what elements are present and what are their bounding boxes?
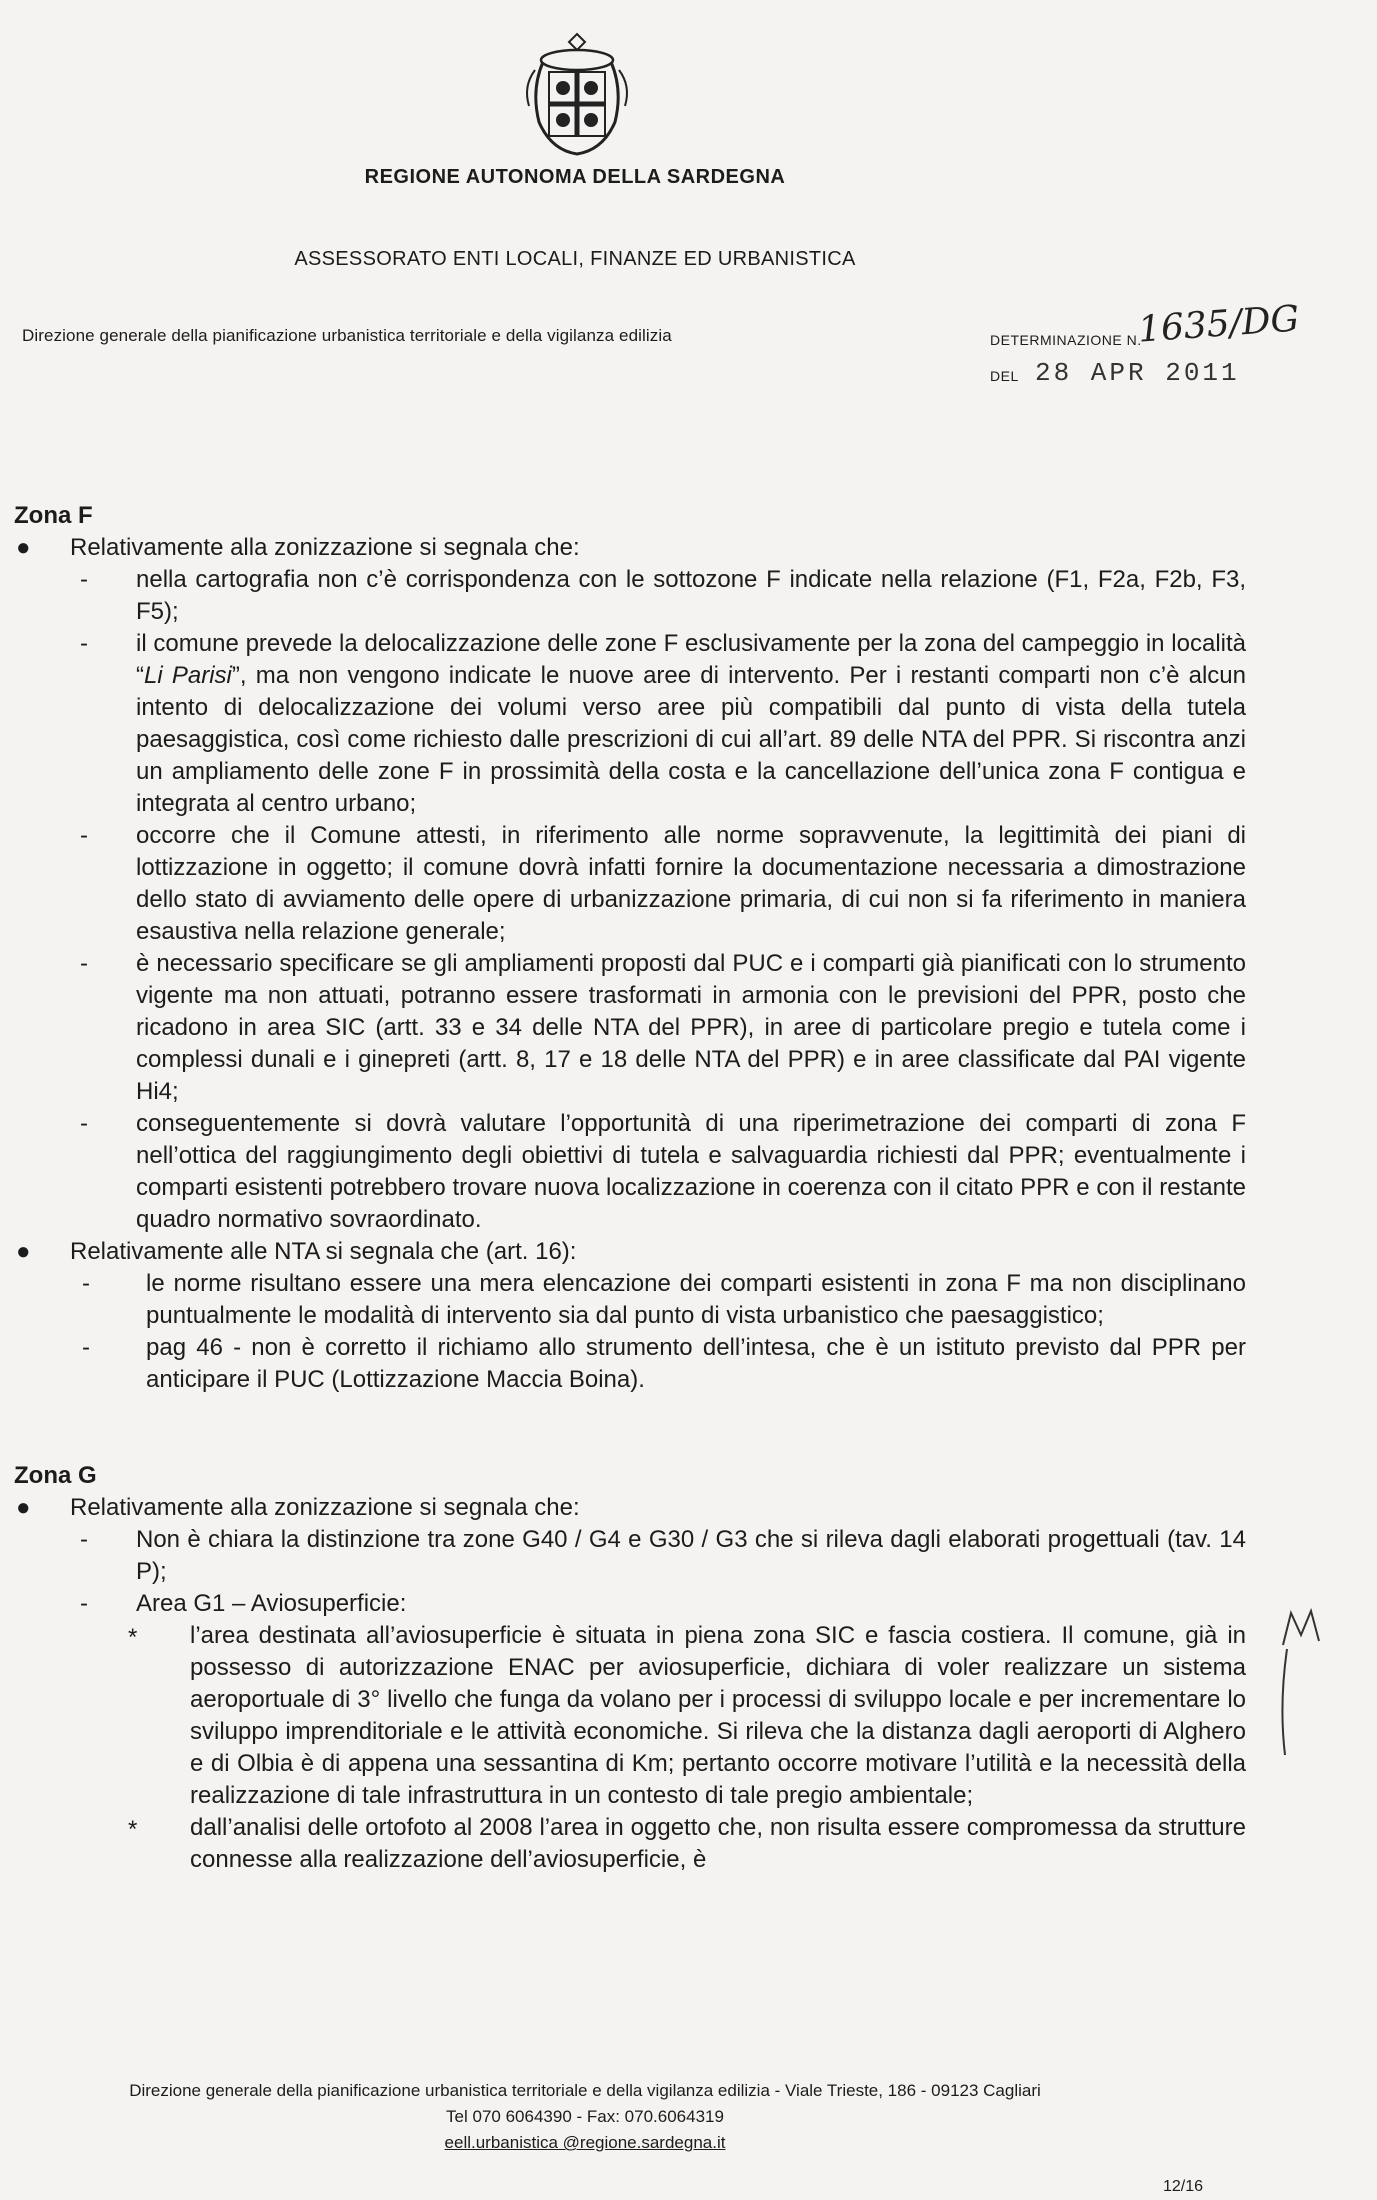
zona-f-title: Zona F [14, 502, 93, 529]
list-item [14, 1812, 1246, 1876]
asterisk-icon: * [128, 1624, 138, 1651]
bullet-text: Relativamente alle NTA si segnala che (art. 16): [70, 1238, 577, 1265]
list-item [14, 948, 1246, 1108]
bullet-text: Relativamente alla zonizzazione si segnala che: [70, 534, 580, 561]
bullet-text: Relativamente alla zonizzazione si segnala che: [70, 1494, 580, 1521]
item-text: l’area destinata all’aviosuperficie è situata in piena zona SIC e fascia costiera. Il comune, già in possesso di autorizzazione ENAC per aviosuperficie, dichiara di voler realizzare un sistema aeroportuale di 3° livello che funga da volano per i processi di sviluppo locale e per incrementare lo sviluppo imprenditoriale e le attività economiche. Si rileva che la distanza dagli aeroporti di Alghero e di Olbia è di appena una sessantina di Km; pertanto occorre motivare l’utilità e la necessità della realizzazione di tale infrastruttura in un contesto di tale pregio ambientale; [190, 1622, 1246, 1809]
zona-g-title: Zona G [14, 1462, 97, 1489]
dash-icon: - [80, 1110, 88, 1137]
footer [0, 2078, 1170, 2156]
item-text: conseguentemente si dovrà valutare l’opportunità di una riperimetrazione dei comparti di zona F nell’ottica del raggiungimento degli obiettivi di tutela e salvaguardia richiesti dal PPR; eventualmente i comparti esistenti potrebbero trovare nuova localizzazione in coerenza con il citato PPR e con il restante quadro normativo sovraordinato. [136, 1110, 1246, 1233]
dash-icon: - [80, 1526, 88, 1553]
item-text: le norme risultano essere una mera elencazione dei comparti esistenti in zona F ma non disciplinano puntualmente le modalità di intervento sia dal punto di vista urbanistico che paesaggistico; [146, 1270, 1246, 1329]
dash-icon: - [82, 1270, 90, 1297]
list-item [14, 820, 1246, 948]
list-item [14, 1492, 1246, 1524]
region-crest-logo [517, 30, 637, 158]
region-title: REGIONE AUTONOMA DELLA SARDEGNA [364, 166, 786, 188]
assessorato-title: ASSESSORATO ENTI LOCALI, FINANZE ED URBANISTICA [294, 248, 856, 270]
dash-icon: - [80, 822, 88, 849]
list-item [14, 564, 1246, 628]
item-text: è necessario specificare se gli ampliamenti proposti dal PUC e i comparti già pianificati con lo strumento vigente ma non attuati, potranno essere trasformati in armonia con le previsioni del PPR, posto che ricadono in area SIC (artt. 33 e 34 delle NTA del PPR), in aree di particolare pregio e tutela come i complessi dunali e i ginepreti (artt. 8, 17 e 18 delle NTA del PPR) e in aree classificate dal PAI vigente Hi4; [136, 950, 1246, 1105]
list-item [14, 1236, 1246, 1268]
dash-icon: - [80, 950, 88, 977]
dash-icon: - [80, 630, 88, 657]
footer-address: Direzione generale della pianificazione urbanistica territoriale e della vigilanza edilizia - Viale Trieste, 186 - 09123 Cagliari [129, 2081, 1041, 2100]
list-item [14, 1588, 1246, 1620]
dash-icon: - [82, 1334, 90, 1361]
determinazione-number: 1635/DG [1136, 298, 1301, 351]
item-text: il comune prevede la delocalizzazione delle zone F esclusivamente per la zona del campeggio in località “Li Parisi”, ma non vengono indicate le nuove aree di intervento. Per i restanti comparti non c’è alcun intento di delocalizzazione dei volumi verso aree più compatibili dal punto di vista della tutela paesaggistica, così come richiesto dalle prescrizioni di cui all’art. 89 delle NTA del PPR. Si riscontra anzi un ampliamento delle zone F in prossimità della costa e la cancellazione dell’unica zona F contigua e integrata al centro urbano; [136, 630, 1246, 817]
item-text: pag 46 - non è corretto il richiamo allo strumento dell’intesa, che è un istituto previsto dal PPR per anticipare il PUC (Lottizzazione Maccia Boina). [146, 1334, 1246, 1393]
bullet-icon: ● [16, 1238, 31, 1265]
date-stamp: 28 APR 2011 [1035, 358, 1240, 388]
dash-icon: - [80, 566, 88, 593]
dash-icon: - [80, 1590, 88, 1617]
list-item [14, 628, 1246, 820]
handwritten-mark [1275, 1605, 1345, 1765]
determinazione-label: DETERMINAZIONE N. [990, 332, 1142, 348]
bullet-icon: ● [16, 1494, 31, 1521]
list-item [14, 1332, 1246, 1396]
document-body [14, 500, 1246, 1876]
page-number: 12/16 [1163, 2178, 1204, 2195]
list-item [14, 1524, 1246, 1588]
list-item [14, 1268, 1246, 1332]
footer-email-link[interactable]: eell.urbanistica @regione.sardegna.it [444, 2133, 726, 2152]
date-label: DEL [990, 368, 1019, 384]
asterisk-icon: * [128, 1816, 138, 1843]
item-text: nella cartografia non c’è corrispondenza con le sottozone F indicate nella relazione (F1, F2a, F2b, F3, F5); [136, 566, 1246, 625]
list-item [14, 532, 1246, 564]
footer-phone: Tel 070 6064390 - Fax: 070.6064319 [446, 2107, 724, 2126]
direzione-label: Direzione generale della pianificazione urbanistica territoriale e della vigilanza edilizia [22, 326, 672, 345]
list-item [14, 1108, 1246, 1236]
item-text: Non è chiara la distinzione tra zone G40 / G4 e G30 / G3 che si rileva dagli elaborati progettuali (tav. 14 P); [136, 1526, 1246, 1585]
item-text: dall’analisi delle ortofoto al 2008 l’area in oggetto che, non risulta essere compromessa da strutture connesse alla realizzazione dell’aviosuperficie, è [190, 1814, 1246, 1873]
bullet-icon: ● [16, 534, 31, 561]
item-text: occorre che il Comune attesti, in riferimento alle norme sopravvenute, la legittimità dei piani di lottizzazione in oggetto; il comune dovrà infatti fornire la documentazione necessaria a dimostrazione dello stato di avviamento delle opere di urbanizzazione primaria, di cui non si fa riferimento in maniera esaustiva nella relazione generale; [136, 822, 1246, 945]
item-text: Area G1 – Aviosuperficie: [136, 1590, 407, 1617]
list-item [14, 1620, 1246, 1812]
